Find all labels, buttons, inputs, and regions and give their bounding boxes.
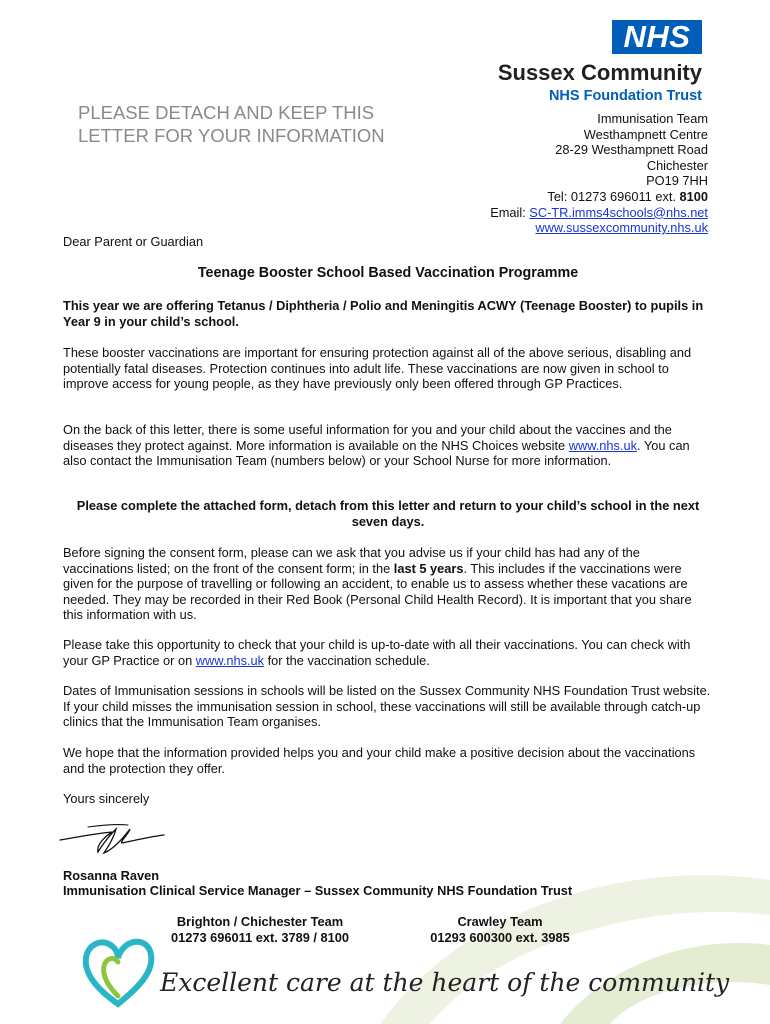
organisation-name: Sussex Community xyxy=(497,60,702,85)
paragraph-check-vaccinations xyxy=(63,637,713,668)
team-name: Brighton / Chichester Team xyxy=(176,914,344,929)
paragraph-text: . You can also contact the Immunisation Team (numbers below) or your School Nurse for more information. xyxy=(63,437,690,469)
complete-form-instruction: Please complete the attached form, detach from this letter and return to your child’s school in the next seven days. xyxy=(76,498,700,529)
sender-address xyxy=(490,111,708,236)
detach-notice xyxy=(78,101,438,147)
telephone-line xyxy=(490,189,708,205)
signer-title: Immunisation Clinical Service Manager – Sussex Community NHS Foundation Trust xyxy=(63,883,573,898)
detach-notice-line-2: LETTER FOR YOUR INFORMATION xyxy=(78,125,385,146)
team-phone: 01273 696011 ext. 3789 / 8100 xyxy=(171,929,349,945)
nhs-website-link[interactable]: www.nhs.uk xyxy=(195,652,265,668)
team-brighton-chichester xyxy=(140,914,380,945)
signer-name: Rosanna Raven xyxy=(63,868,160,883)
nhs-logo: NHS xyxy=(612,20,702,54)
paragraph-closing-hope: We hope that the information provided helps you and your child make a positive decision about the vaccinations and the protection they offer. xyxy=(63,745,696,776)
heart-swirl-icon xyxy=(78,930,158,1010)
paragraph-consent xyxy=(63,545,713,623)
closing-phrase: Yours sincerely xyxy=(63,791,150,806)
paragraph-text: On the back of this letter, there is some useful information for you and your child about the vaccines and the diseases they protect against. More information is available on the NHS Choices website xyxy=(63,422,672,453)
email-label: Email: xyxy=(490,204,530,220)
paragraph-text: Please take this opportunity to check that your child is up-to-date with all their vaccinations. You can check with your GP Practice or on xyxy=(63,637,691,668)
paragraph-importance: These booster vaccinations are important for ensuring protection against all of the above serious, disabling and potentially fatal diseases. Protection continues into adult life. These vaccinations are now given in school to improve access for young people, as they have previously only been offered through GP Practices. xyxy=(63,345,692,392)
last-5-years-emphasis: last 5 years xyxy=(393,560,464,576)
intro-paragraph: This year we are offering Tetanus / Diphtheria / Polio and Meningitis ACWY (Teenage Booster) to pupils in Year 9 in your child’s school. xyxy=(63,298,704,329)
address-line: Chichester xyxy=(646,157,708,173)
paragraph-session-dates: Dates of Immunisation sessions in schools will be listed on the Sussex Community NHS Foundation Trust website. If your child misses the immunisation session in school, these vaccinations will still be available through catch-up clinics that the Immunisation Team organises. xyxy=(63,683,711,730)
footer-tagline: Excellent care at the heart of the community xyxy=(160,968,730,997)
paragraph-text: Before signing the consent form, please can we ask that you advise us if your child has had any of the vaccinations listed; on the front of the consent form; in the xyxy=(63,545,640,576)
team-name: Crawley Team xyxy=(457,914,543,929)
telephone-label: Tel: 01273 696011 ext. xyxy=(547,188,680,204)
address-line: Immunisation Team xyxy=(597,111,708,126)
email-line xyxy=(490,205,708,221)
team-phone: 01293 600300 ext. 3985 xyxy=(430,929,570,945)
paragraph-text: . This includes if the vaccinations were given for the purpose of travelling or following an accident, to enable us to assess whether these vacations are needed. They may be recorded in their Red Book (Personal Child Health Record). It is important that you share this information with us. xyxy=(63,560,692,623)
paragraph-text: for the vaccination schedule. xyxy=(264,652,430,668)
letter-title: Teenage Booster School Based Vaccination Programme xyxy=(197,265,579,281)
address-line: Westhampnett Centre xyxy=(583,126,708,142)
paragraph-more-info xyxy=(63,422,713,469)
detach-notice-line-1: PLEASE DETACH AND KEEP THIS xyxy=(78,102,375,123)
website-link[interactable]: www.sussexcommunity.nhs.uk xyxy=(535,220,708,236)
nhs-website-link[interactable]: www.nhs.uk xyxy=(568,437,638,453)
signature-graphic xyxy=(58,815,168,860)
telephone-extension: 8100 xyxy=(679,188,708,204)
team-crawley xyxy=(400,914,600,945)
address-line: 28-29 Westhampnett Road xyxy=(555,142,708,158)
salutation: Dear Parent or Guardian xyxy=(63,234,204,249)
email-link[interactable]: SC-TR.imms4schools@nhs.net xyxy=(529,204,708,220)
organisation-trust: NHS Foundation Trust xyxy=(548,88,702,104)
address-postcode: PO19 7HH xyxy=(646,173,708,189)
